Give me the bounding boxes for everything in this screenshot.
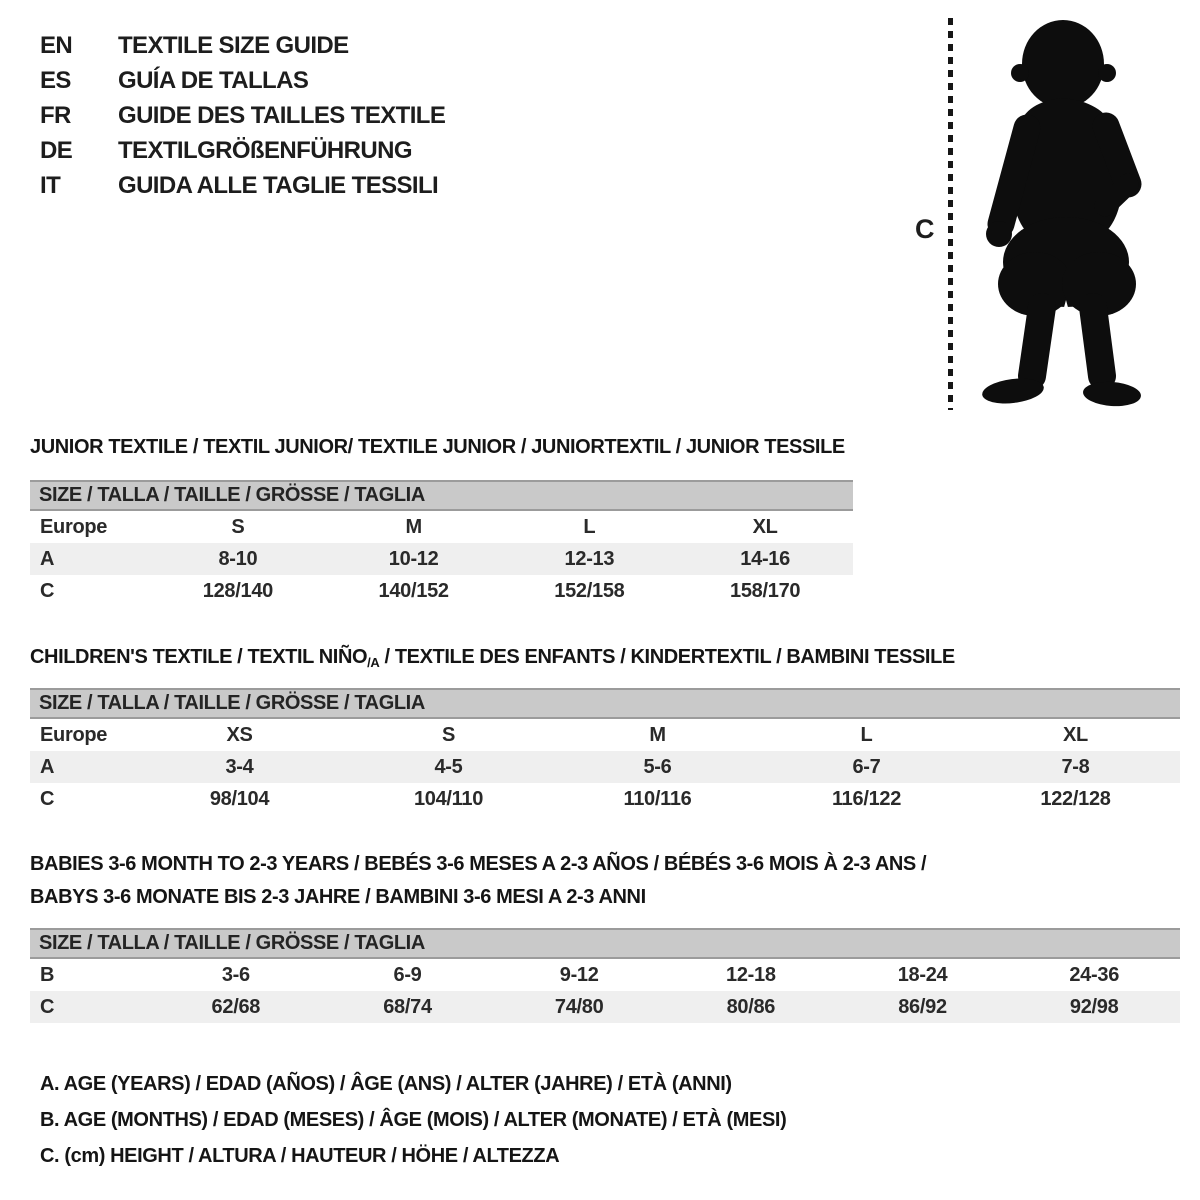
table-row [30,959,1180,991]
cell-value: 3-4 [225,755,254,778]
table-row [30,543,853,575]
table-rows [30,719,1180,815]
language-title-block [40,28,445,203]
guide-title: GUÍA DE TALLAS [118,66,309,94]
babies-textile-table [30,848,1180,1023]
cell-value: 10-12 [388,547,439,570]
guide-title: GUIDE DES TAILLES TEXTILE [118,101,446,129]
guide-title: TEXTILE SIZE GUIDE [118,31,349,59]
table-row [30,783,1180,815]
cell-value: 140/152 [378,579,449,602]
cell-value: 158/170 [730,579,801,602]
height-dashed-line [948,18,953,410]
table-title-line1: BABIES 3-6 MONTH TO 2-3 YEARS / BEBÉS 3-6 MESES A 2-3 AÑOS / BÉBÉS 3-6 MOIS À 2-3 ANS / [30,853,927,875]
legend-line-c: C. (cm) HEIGHT / ALTURA / HAUTEUR / HÖHE / ALTEZZA [40,1145,560,1167]
table-title-subscript: /A [367,655,380,670]
table-title [30,434,853,460]
cell-value: 152/158 [554,579,625,602]
cell-value: 24-36 [1069,963,1120,986]
cell-value: L [860,723,873,746]
legend-line-a: A. AGE (YEARS) / EDAD (AÑOS) / ÂGE (ANS) / ALTER (JAHRE) / ETÀ (ANNI) [40,1073,732,1095]
row-label: C [40,995,55,1018]
table-title-text: / TEXTILE DES ENFANTS / KINDERTEXTIL / BAMBINI TESSILE [379,646,955,668]
cell-value: 12-13 [564,547,615,570]
table-row [30,751,1180,783]
row-label: C [40,787,55,810]
cell-value: 80/86 [726,995,776,1018]
junior-textile-table [30,434,853,607]
cell-value: 4-5 [434,755,463,778]
row-label: B [40,963,55,986]
lang-code: EN [40,31,73,59]
cell-value: 122/128 [1040,787,1111,810]
cell-value: 110/116 [623,787,692,810]
row-label: A [40,755,55,778]
table-title-line2: BABYS 3-6 MONATE BIS 2-3 JAHRE / BAMBINI 3-6 MESI A 2-3 ANNI [30,886,646,908]
cell-value: 18-24 [897,963,948,986]
cell-value: 92/98 [1069,995,1119,1018]
cell-value: 6-7 [852,755,881,778]
guide-title: GUIDA ALLE TAGLIE TESSILI [118,171,439,199]
cell-value: 62/68 [211,995,261,1018]
cell-value: 68/74 [383,995,432,1018]
cell-value: 12-18 [726,963,776,986]
lang-code: ES [40,66,71,94]
cell-value: L [583,515,596,538]
lang-row-fr [40,98,445,133]
cell-value: M [649,723,666,746]
table-rows [30,511,853,607]
cell-value: S [441,723,456,746]
row-label: Europe [40,723,108,746]
row-label: A [40,547,55,570]
table-rows [30,959,1180,1023]
measure-label-c: C [915,214,935,244]
cell-value: XL [1063,723,1088,746]
cell-value: 128/140 [202,579,273,602]
table-row [30,575,853,607]
cell-value: XL [752,515,778,538]
cell-value: 9-12 [559,963,599,986]
table-title-text: CHILDREN'S TEXTILE / TEXTIL NIÑO [30,646,368,668]
row-label: C [40,579,55,602]
cell-value: 6-9 [393,963,422,986]
cell-value: 3-6 [221,963,250,986]
cell-value: S [231,515,245,538]
lang-row-it [40,168,445,203]
cell-value: 86/92 [898,995,947,1018]
lang-row-en [40,28,445,63]
cell-value: 8-10 [218,547,258,570]
cell-value: 104/110 [413,787,484,810]
size-header-bar: SIZE / TALLA / TAILLE / GRÖSSE / TAGLIA [30,928,1180,959]
cell-value: 116/122 [831,787,902,810]
legend-line-b: B. AGE (MONTHS) / EDAD (MESES) / ÂGE (MOIS) / ALTER (MONATE) / ETÀ (MESI) [40,1109,787,1131]
table-title [30,644,1180,672]
lang-row-de [40,133,445,168]
row-label: Europe [40,515,108,538]
lang-code: FR [40,101,71,129]
guide-title: TEXTILGRÖßENFÜHRUNG [118,136,412,164]
childrens-textile-table [30,644,1180,815]
lang-code: IT [40,171,61,199]
cell-value: M [405,515,422,538]
cell-value: 5-6 [643,755,672,778]
toddler-silhouette-image [963,12,1169,412]
lang-row-es [40,63,445,98]
height-measure-figure [895,8,1190,428]
size-header-bar: SIZE / TALLA / TAILLE / GRÖSSE / TAGLIA [30,688,1180,719]
table-row [30,719,1180,751]
cell-value: 7-8 [1061,755,1090,778]
table-row [30,991,1180,1023]
lang-code: DE [40,136,73,164]
size-header-bar: SIZE / TALLA / TAILLE / GRÖSSE / TAGLIA [30,480,853,511]
measurement-legend [40,1066,786,1174]
cell-value: 98/104 [209,787,270,810]
cell-value: 74/80 [554,995,604,1018]
table-title [30,848,1180,914]
table-row [30,511,853,543]
table-title-text: JUNIOR TEXTILE / TEXTIL JUNIOR/ TEXTILE JUNIOR / JUNIORTEXTIL / JUNIOR TESSILE [30,436,845,458]
cell-value: XS [226,723,253,746]
cell-value: 14-16 [740,547,790,570]
